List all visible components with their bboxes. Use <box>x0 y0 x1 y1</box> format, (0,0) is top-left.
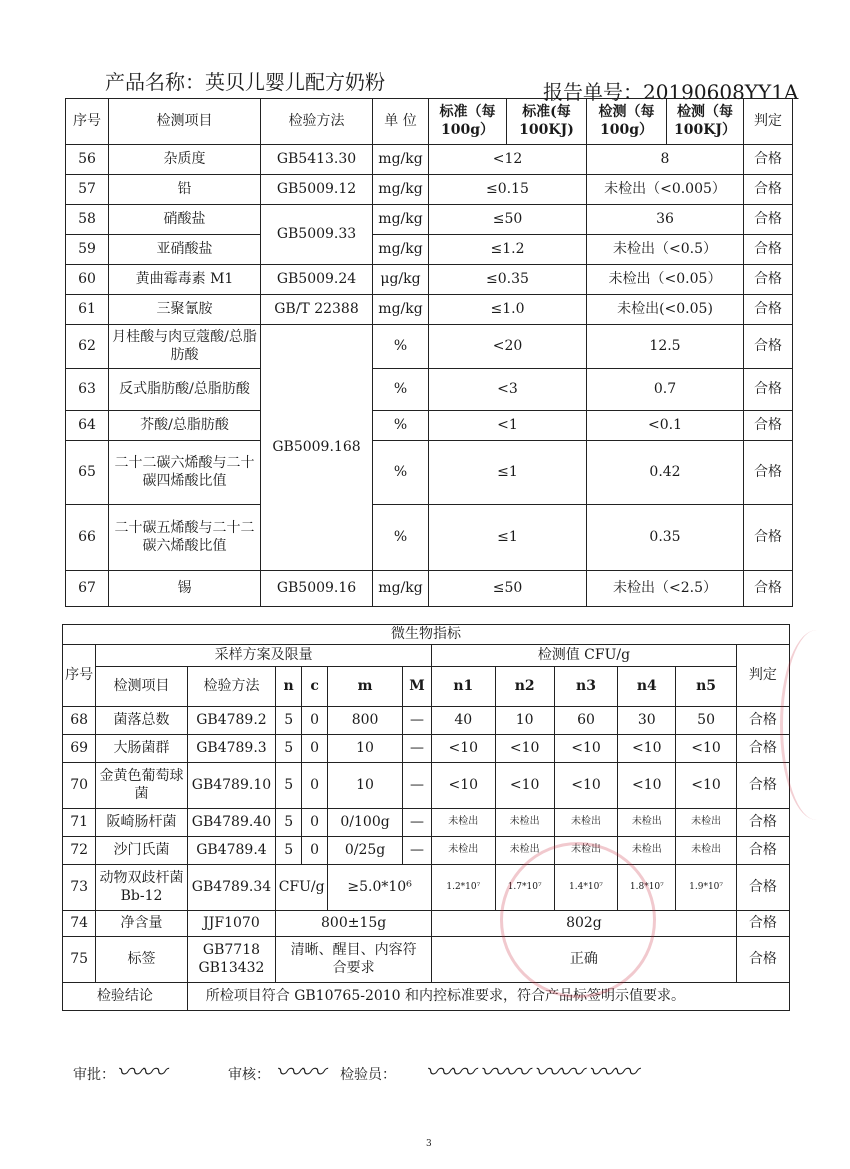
cell-method: GB4789.10 <box>187 763 275 809</box>
cell-std: <12 <box>429 145 587 175</box>
cell-n1: <10 <box>432 735 495 763</box>
cell-M: — <box>402 735 431 763</box>
table-title: 微生物指标 <box>63 625 790 645</box>
cell-M: — <box>402 707 431 735</box>
cell-method <box>187 937 275 983</box>
col-n5: n5 <box>676 667 736 707</box>
cell-verdict: 合格 <box>736 809 789 837</box>
cell-n2: 1.7*10⁷ <box>495 865 554 911</box>
conclusion-text: 所检项目符合 GB10765-2010 和内控标准要求，符合产品标签明示值要求。 <box>187 983 789 1011</box>
cell-verdict: 合格 <box>736 707 789 735</box>
cell-n: 5 <box>276 837 302 865</box>
cell-n2: 10 <box>495 707 554 735</box>
col-n2: n2 <box>495 667 554 707</box>
cell-item: 锡 <box>109 571 261 607</box>
cell-verdict: 合格 <box>744 205 793 235</box>
cell-M: — <box>402 763 431 809</box>
cell-c: 0 <box>302 809 328 837</box>
seal-stamp-edge <box>780 630 850 820</box>
cell-m: 10 <box>328 763 403 809</box>
cell-unit: % <box>373 411 429 441</box>
cell-unit: mg/kg <box>373 175 429 205</box>
col-unit: 单 位 <box>373 99 429 145</box>
cell-c: 0 <box>302 707 328 735</box>
cell-n3: <10 <box>554 763 617 809</box>
col-method: 检验方法 <box>187 667 275 707</box>
cell-no: 57 <box>66 175 109 205</box>
cell-verdict: 合格 <box>736 735 789 763</box>
approve-label: 审批： <box>73 1067 115 1083</box>
cell-method: GB5413.30 <box>261 145 373 175</box>
cell-verdict: 合格 <box>744 265 793 295</box>
cell-n2: 未检出 <box>495 837 554 865</box>
col-std-100g: 标准（每100g） <box>429 99 507 145</box>
cell-item: 黄曲霉毒素 M1 <box>109 265 261 295</box>
cell-item: 二十二碳六烯酸与二十碳四烯酸比值 <box>109 441 261 505</box>
cell-item: 大肠菌群 <box>96 735 188 763</box>
cell-unit: CFU/g <box>276 865 328 911</box>
cell-n2: 未检出 <box>495 809 554 837</box>
cell-n5: 未检出 <box>676 809 736 837</box>
cell-n3: 未检出 <box>554 837 617 865</box>
cell-verdict: 合格 <box>744 505 793 571</box>
col-seq: 序号 <box>66 99 109 145</box>
cell-unit: % <box>373 505 429 571</box>
cell-n: 5 <box>276 809 302 837</box>
cell-requirement: 800±15g <box>276 911 432 937</box>
cell-verdict: 合格 <box>736 763 789 809</box>
cell-no: 71 <box>63 809 96 837</box>
cell-std: <20 <box>429 325 587 369</box>
cell-verdict: 合格 <box>744 325 793 369</box>
cell-verdict: 合格 <box>736 937 789 983</box>
cell-unit: mg/kg <box>373 295 429 325</box>
microbial-indicator-table <box>62 624 790 1011</box>
cell-n2: <10 <box>495 763 554 809</box>
cell-item: 二十碳五烯酸与二十二碳六烯酸比值 <box>109 505 261 571</box>
cell-no: 72 <box>63 837 96 865</box>
col-item: 检测项目 <box>96 667 188 707</box>
cell-n1: 1.2*10⁷ <box>432 865 495 911</box>
cell-n: 5 <box>276 735 302 763</box>
table-row <box>63 837 790 865</box>
cell-no: 68 <box>63 707 96 735</box>
cell-n3: 1.4*10⁷ <box>554 865 617 911</box>
table-row <box>66 295 793 325</box>
cell-verdict: 合格 <box>736 837 789 865</box>
review-signature: 〰〰 <box>275 1058 324 1088</box>
review-label: 审核： <box>228 1067 270 1083</box>
col-std-100kj: 标准(每100KJ) <box>507 99 587 145</box>
cell-unit: mg/kg <box>373 235 429 265</box>
cell-item: 沙门氏菌 <box>96 837 188 865</box>
cell-no: 74 <box>63 911 96 937</box>
col-c: c <box>302 667 328 707</box>
chemical-indicator-table <box>65 98 793 607</box>
cell-n5: <10 <box>676 735 736 763</box>
cell-m: 0/100g <box>328 809 403 837</box>
cell-verdict: 合格 <box>736 911 789 937</box>
cell-result: 未检出（<0.005） <box>587 175 744 205</box>
cell-no: 63 <box>66 369 109 411</box>
approve-signature: 〰〰 <box>116 1058 165 1088</box>
cell-std: ≤0.15 <box>429 175 587 205</box>
cell-n4: <10 <box>618 763 676 809</box>
cell-result: 未检出(<0.05) <box>587 295 744 325</box>
cell-std: ≤50 <box>429 205 587 235</box>
cell-result: <0.1 <box>587 411 744 441</box>
conclusion-label: 检验结论 <box>63 983 188 1011</box>
col-n1: n1 <box>432 667 495 707</box>
cell-n3: <10 <box>554 735 617 763</box>
col-n: n <box>276 667 302 707</box>
cell-result: 0.7 <box>587 369 744 411</box>
cell-unit: mg/kg <box>373 205 429 235</box>
cell-method: GB5009.168 <box>261 325 373 571</box>
cell-std: ≤0.35 <box>429 265 587 295</box>
cell-n4: <10 <box>618 735 676 763</box>
cell-m: 0/25g <box>328 837 403 865</box>
table-row <box>66 145 793 175</box>
cell-no: 73 <box>63 865 96 911</box>
cell-item: 标签 <box>96 937 188 983</box>
inspector-label: 检验员： <box>340 1067 396 1083</box>
cell-result: 未检出（<0.05） <box>587 265 744 295</box>
table-row <box>66 325 793 369</box>
cell-n3: 60 <box>554 707 617 735</box>
table-row <box>66 441 793 505</box>
cell-no: 65 <box>66 441 109 505</box>
inspector-signatures: 〰〰 〰〰 〰〰 〰〰 <box>425 1058 636 1088</box>
cell-no: 70 <box>63 763 96 809</box>
cell-result: 0.35 <box>587 505 744 571</box>
cell-std: ≤1.0 <box>429 295 587 325</box>
table-row <box>66 235 793 265</box>
cell-no: 64 <box>66 411 109 441</box>
cell-verdict: 合格 <box>744 411 793 441</box>
cell-M: — <box>402 837 431 865</box>
cell-unit: mg/kg <box>373 571 429 607</box>
cell-n4: 1.8*10⁷ <box>618 865 676 911</box>
cell-n1: 未检出 <box>432 809 495 837</box>
cell-result: 12.5 <box>587 325 744 369</box>
result-header: 检测值 CFU/g <box>432 645 737 667</box>
cell-verdict: 合格 <box>744 145 793 175</box>
cell-method: GB5009.24 <box>261 265 373 295</box>
table-row <box>63 809 790 837</box>
col-m: m <box>328 667 403 707</box>
cell-method: GB4789.4 <box>187 837 275 865</box>
cell-no: 58 <box>66 205 109 235</box>
cell-no: 56 <box>66 145 109 175</box>
cell-item: 硝酸盐 <box>109 205 261 235</box>
cell-item: 铅 <box>109 175 261 205</box>
cell-verdict: 合格 <box>744 369 793 411</box>
col-M: M <box>402 667 431 707</box>
cell-n4: 未检出 <box>618 809 676 837</box>
table-row <box>66 411 793 441</box>
cell-n5: 50 <box>676 707 736 735</box>
cell-method: GB4789.3 <box>187 735 275 763</box>
cell-n5: 未检出 <box>676 837 736 865</box>
cell-method: GB/T 22388 <box>261 295 373 325</box>
col-method: 检验方法 <box>261 99 373 145</box>
cell-c: 0 <box>302 837 328 865</box>
cell-verdict: 合格 <box>744 295 793 325</box>
table-row <box>66 369 793 411</box>
cell-unit: % <box>373 369 429 411</box>
cell-no: 62 <box>66 325 109 369</box>
table-row <box>63 763 790 809</box>
col-verdict: 判定 <box>736 645 789 707</box>
cell-result: 正确 <box>432 937 737 983</box>
table-row <box>66 505 793 571</box>
cell-item: 净含量 <box>96 911 188 937</box>
cell-item: 金黄色葡萄球菌 <box>96 763 188 809</box>
cell-n1: 未检出 <box>432 837 495 865</box>
cell-result: 8 <box>587 145 744 175</box>
cell-verdict: 合格 <box>744 571 793 607</box>
table-row <box>66 265 793 295</box>
cell-no: 67 <box>66 571 109 607</box>
cell-std: ≤1.2 <box>429 235 587 265</box>
cell-n3: 未检出 <box>554 809 617 837</box>
table-row <box>63 865 790 911</box>
table-title-row <box>63 625 790 645</box>
cell-verdict: 合格 <box>744 235 793 265</box>
table-row <box>63 911 790 937</box>
table-row <box>66 205 793 235</box>
table-row <box>66 571 793 607</box>
cell-result: 802g <box>432 911 737 937</box>
report-number: 报告单号：20190608YY1A <box>543 80 799 104</box>
cell-std: ≤1 <box>429 505 587 571</box>
col-seq: 序号 <box>63 645 96 707</box>
cell-std: ≤50 <box>429 571 587 607</box>
cell-item: 三聚氰胺 <box>109 295 261 325</box>
cell-n1: <10 <box>432 763 495 809</box>
cell-item: 菌落总数 <box>96 707 188 735</box>
cell-verdict: 合格 <box>744 175 793 205</box>
cell-no: 75 <box>63 937 96 983</box>
cell-method: GB5009.33 <box>261 205 373 265</box>
cell-item: 阪崎肠杆菌 <box>96 809 188 837</box>
cell-no: 69 <box>63 735 96 763</box>
cell-requirement: 清晰、醒目、内容符合要求 <box>276 937 432 983</box>
cell-item: 反式脂肪酸/总脂肪酸 <box>109 369 261 411</box>
table-group-row <box>63 645 790 667</box>
cell-item: 动物双歧杆菌 Bb-12 <box>96 865 188 911</box>
cell-unit: mg/kg <box>373 145 429 175</box>
cell-method: GB4789.40 <box>187 809 275 837</box>
cell-m: 10 <box>328 735 403 763</box>
cell-n2: <10 <box>495 735 554 763</box>
cell-verdict: 合格 <box>736 865 789 911</box>
cell-verdict: 合格 <box>744 441 793 505</box>
product-name: 产品名称：英贝儿婴儿配方奶粉 <box>105 70 385 94</box>
cell-no: 60 <box>66 265 109 295</box>
cell-unit: % <box>373 441 429 505</box>
col-test-100kj: 检测（每100KJ） <box>667 99 744 145</box>
table-row <box>63 937 790 983</box>
seal-stamp <box>500 842 656 998</box>
cell-method: GB4789.2 <box>187 707 275 735</box>
cell-n4: 未检出 <box>618 837 676 865</box>
table-row <box>63 707 790 735</box>
cell-method: GB5009.16 <box>261 571 373 607</box>
cell-item: 月桂酸与肉豆蔻酸/总脂肪酸 <box>109 325 261 369</box>
cell-method: JJF1070 <box>187 911 275 937</box>
cell-c: 0 <box>302 763 328 809</box>
cell-result: 0.42 <box>587 441 744 505</box>
col-n3: n3 <box>554 667 617 707</box>
cell-result: 36 <box>587 205 744 235</box>
cell-n4: 30 <box>618 707 676 735</box>
cell-item: 芥酸/总脂肪酸 <box>109 411 261 441</box>
col-verdict: 判定 <box>744 99 793 145</box>
col-test-100g: 检测（每100g） <box>587 99 667 145</box>
cell-n: 5 <box>276 707 302 735</box>
cell-c: 0 <box>302 735 328 763</box>
cell-result: 未检出（<0.5） <box>587 235 744 265</box>
table-row <box>66 175 793 205</box>
cell-m: ≥5.0*10⁶ <box>328 865 432 911</box>
col-n4: n4 <box>618 667 676 707</box>
cell-unit: % <box>373 325 429 369</box>
cell-m: 800 <box>328 707 403 735</box>
cell-result: 未检出（<2.5） <box>587 571 744 607</box>
cell-n: 5 <box>276 763 302 809</box>
cell-n1: 40 <box>432 707 495 735</box>
cell-std: ≤1 <box>429 441 587 505</box>
cell-no: 66 <box>66 505 109 571</box>
col-item: 检测项目 <box>109 99 261 145</box>
cell-std: <3 <box>429 369 587 411</box>
method-line-1: GB7718 <box>202 942 261 958</box>
cell-method: GB5009.12 <box>261 175 373 205</box>
cell-std: <1 <box>429 411 587 441</box>
cell-unit: μg/kg <box>373 265 429 295</box>
cell-no: 59 <box>66 235 109 265</box>
conclusion-row <box>63 983 790 1011</box>
cell-item: 杂质度 <box>109 145 261 175</box>
cell-n5: 1.9*10⁷ <box>676 865 736 911</box>
table-header-row <box>66 99 793 145</box>
cell-no: 61 <box>66 295 109 325</box>
cell-M: — <box>402 809 431 837</box>
sampling-header: 采样方案及限量 <box>96 645 432 667</box>
table-header-row <box>63 667 790 707</box>
method-line-2: GB13432 <box>198 959 265 976</box>
table-row <box>63 735 790 763</box>
cell-item: 亚硝酸盐 <box>109 235 261 265</box>
cell-n5: <10 <box>676 763 736 809</box>
page-number: 3 <box>426 1139 432 1149</box>
cell-method: GB4789.34 <box>187 865 275 911</box>
